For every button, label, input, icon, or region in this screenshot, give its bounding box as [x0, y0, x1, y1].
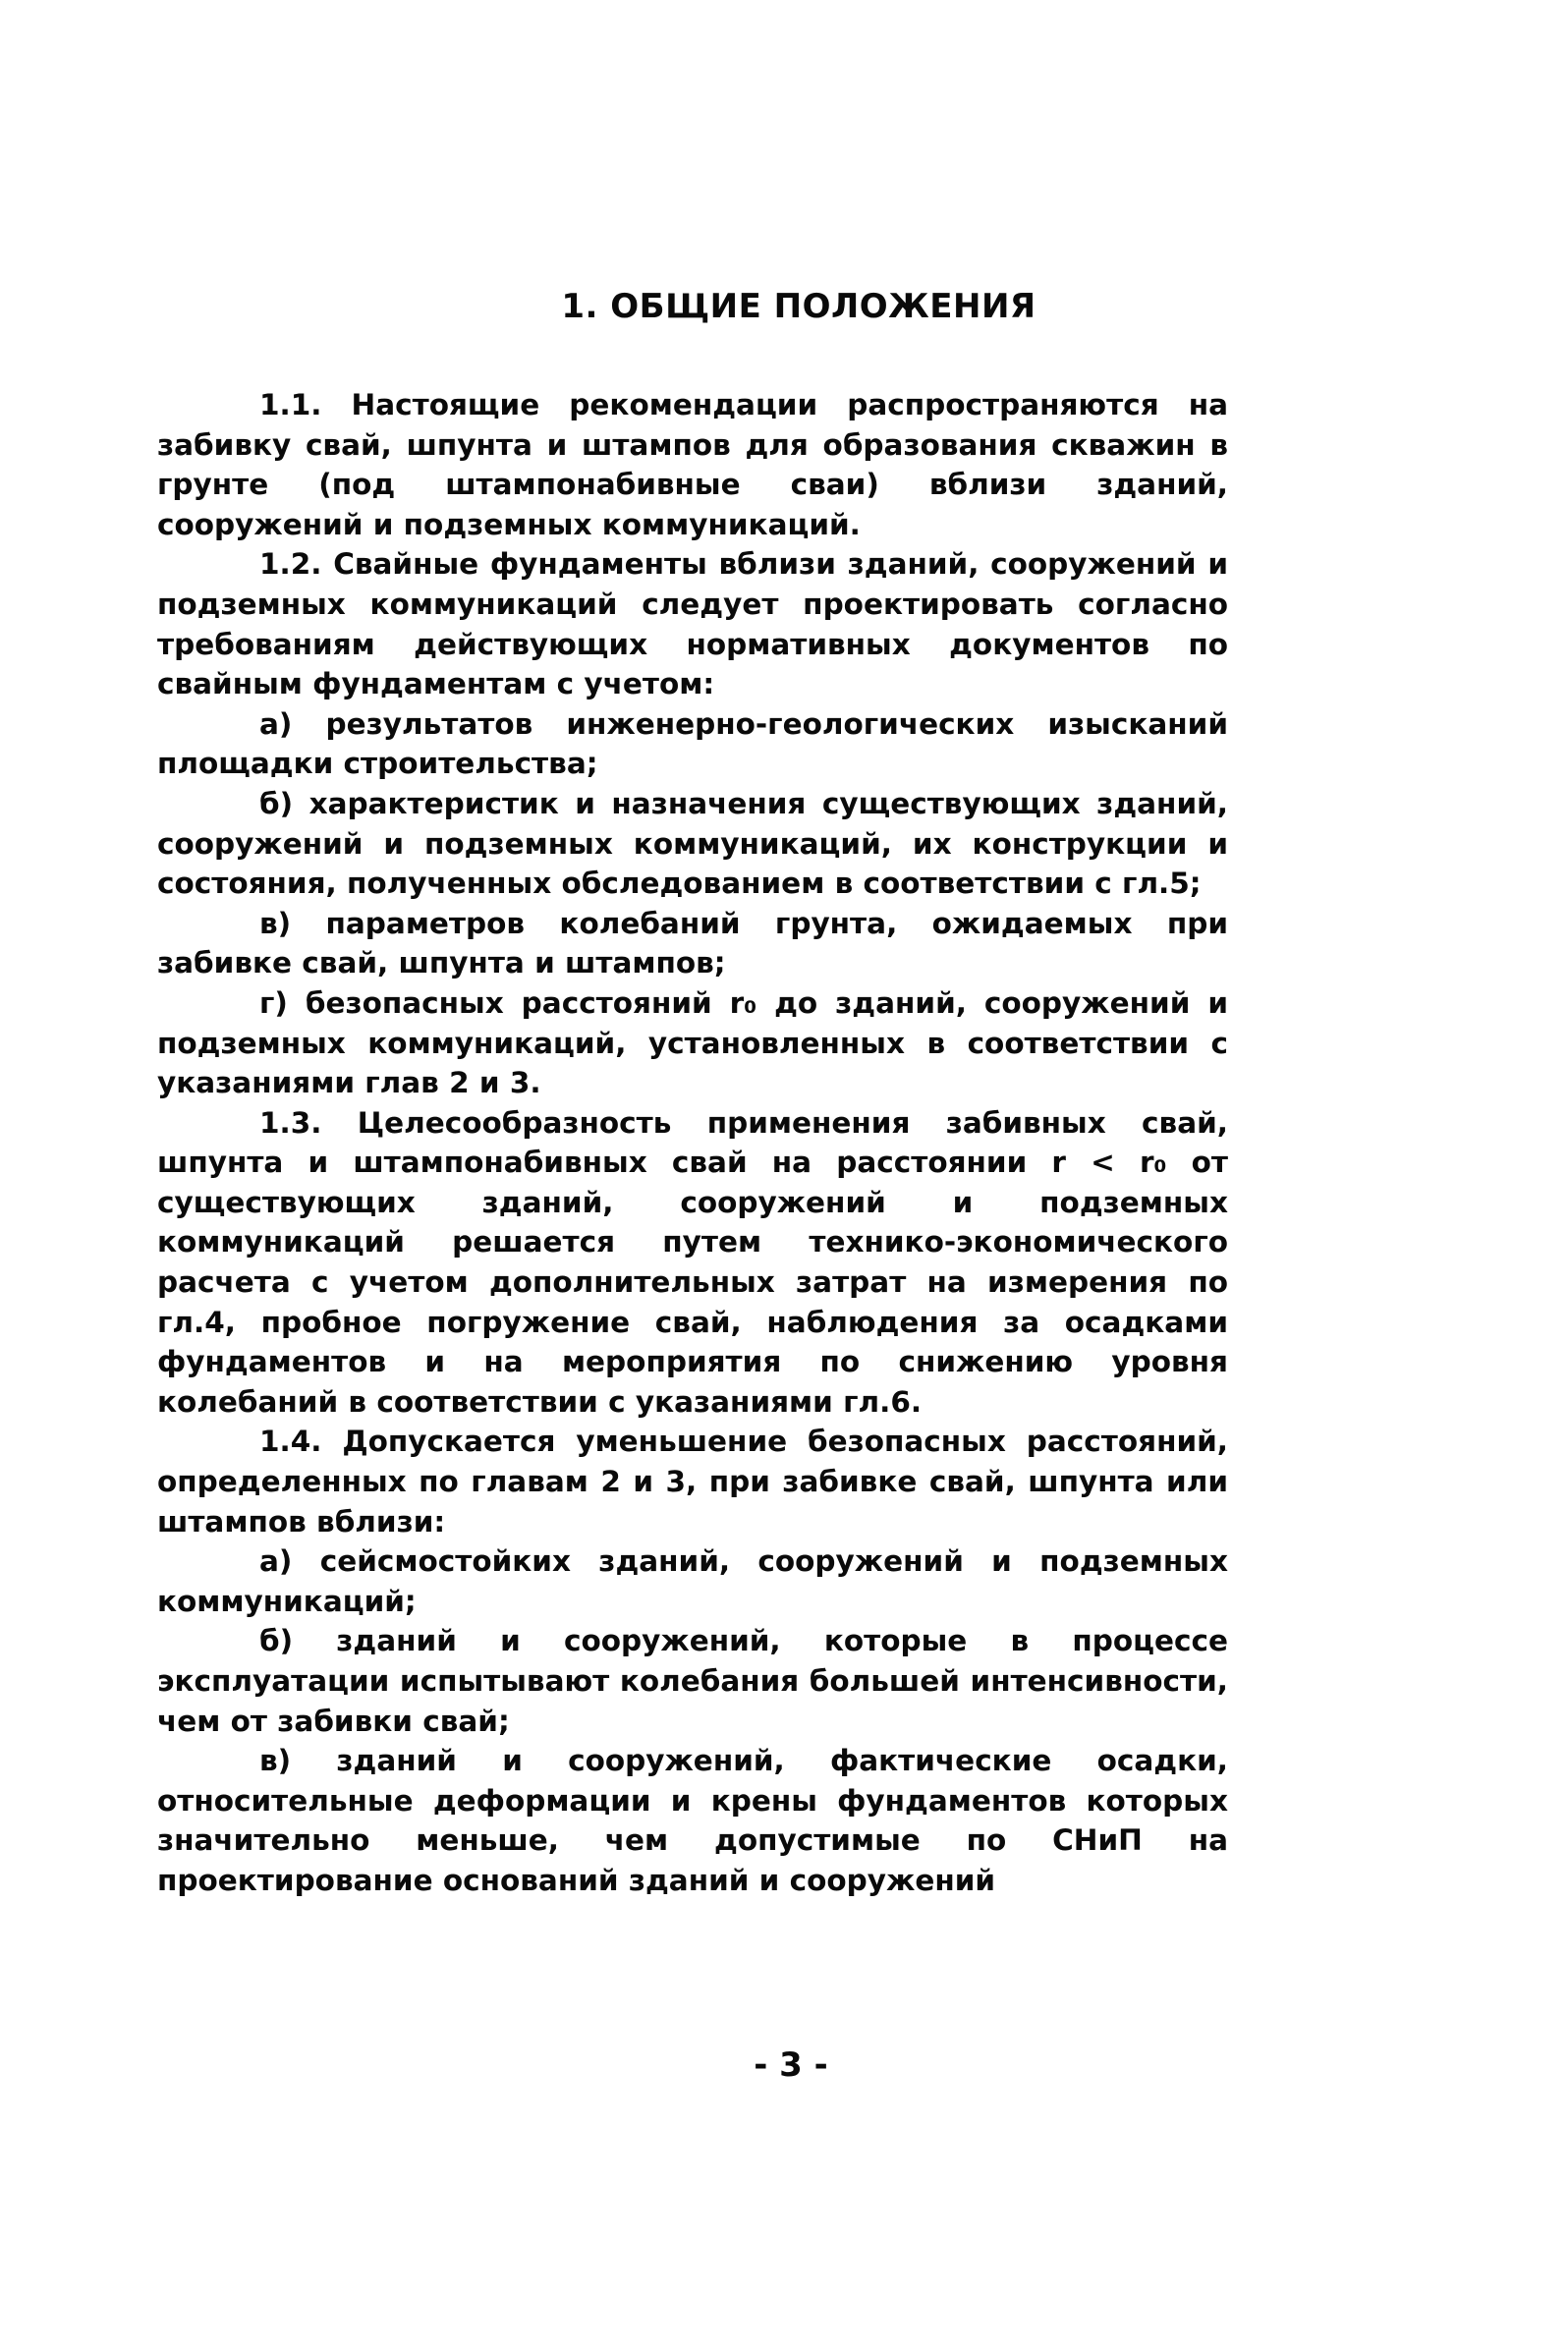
paragraph-1-2: 1.2. Свайные фундаменты вблизи зданий, сооружений и подземных коммуникаций следует проектировать согласно требованиям действующих нормативных документов по свайным фундаментам с учетом: [157, 547, 1228, 701]
paragraph-1-2-a: а) результатов инженерно-геологических изысканий площадки строительства; [157, 706, 1228, 781]
paragraph-1-4-b: б) зданий и сооружений, которые в процессе эксплуатации испытывают колебания большей интенсивности, чем от забивки свай; [157, 1624, 1228, 1738]
paragraph-1-1: 1.1. Настоящие рекомендации распространяются на забивку свай, шпунта и штампов для образования скважин в грунте (под штампонабивные сваи) вблизи зданий, сооружений и подземных коммуникаций. [157, 388, 1228, 541]
paragraph-1-4: 1.4. Допускается уменьшение безопасных расстояний, определенных по главам 2 и 3, при забивке свай, шпунта или штампов вблизи: [157, 1425, 1228, 1539]
section-body [157, 385, 1228, 1901]
page-number: - 3 - [754, 2045, 828, 2085]
section-title: 1. ОБЩИЕ ПОЛОЖЕНИЯ [561, 287, 1036, 326]
paragraph-1-2-g: г) безопасных расстояний r₀ до зданий, сооружений и подземных коммуникаций, установленных в соответствии с указаниями глав 2 и 3. [157, 985, 1228, 1100]
paragraph-1-2-b: б) характеристик и назначения существующих зданий, сооружений и подземных коммуникаций, их конструкции и состояния, полученных обследованием в соответствии с гл.5; [157, 786, 1228, 901]
paragraph-1-4-a: а) сейсмостойких зданий, сооружений и подземных коммуникаций; [157, 1544, 1228, 1618]
paragraph-1-4-v: в) зданий и сооружений, фактические осадки, относительные деформации и крены фундаментов которых значительно меньше, чем допустимые по СНиП на проектирование оснований зданий и сооружений [157, 1744, 1228, 1897]
paragraph-1-3: 1.3. Целесообразность применения забивных свай, шпунта и штампонабивных свай на расстоянии r < r₀ от существующих зданий, сооружений и подземных коммуникаций решается путем технико-экономического расчета с учетом дополнительных затрат на измерения по гл.4, пробное погружение свай, наблюдения за осадками фундаментов и на мероприятия по снижению уровня колебаний в соответствии с указаниями гл.6. [157, 1105, 1228, 1419]
paragraph-1-2-v: в) параметров колебаний грунта, ожидаемых при забивке свай, шпунта и штампов; [157, 906, 1228, 980]
